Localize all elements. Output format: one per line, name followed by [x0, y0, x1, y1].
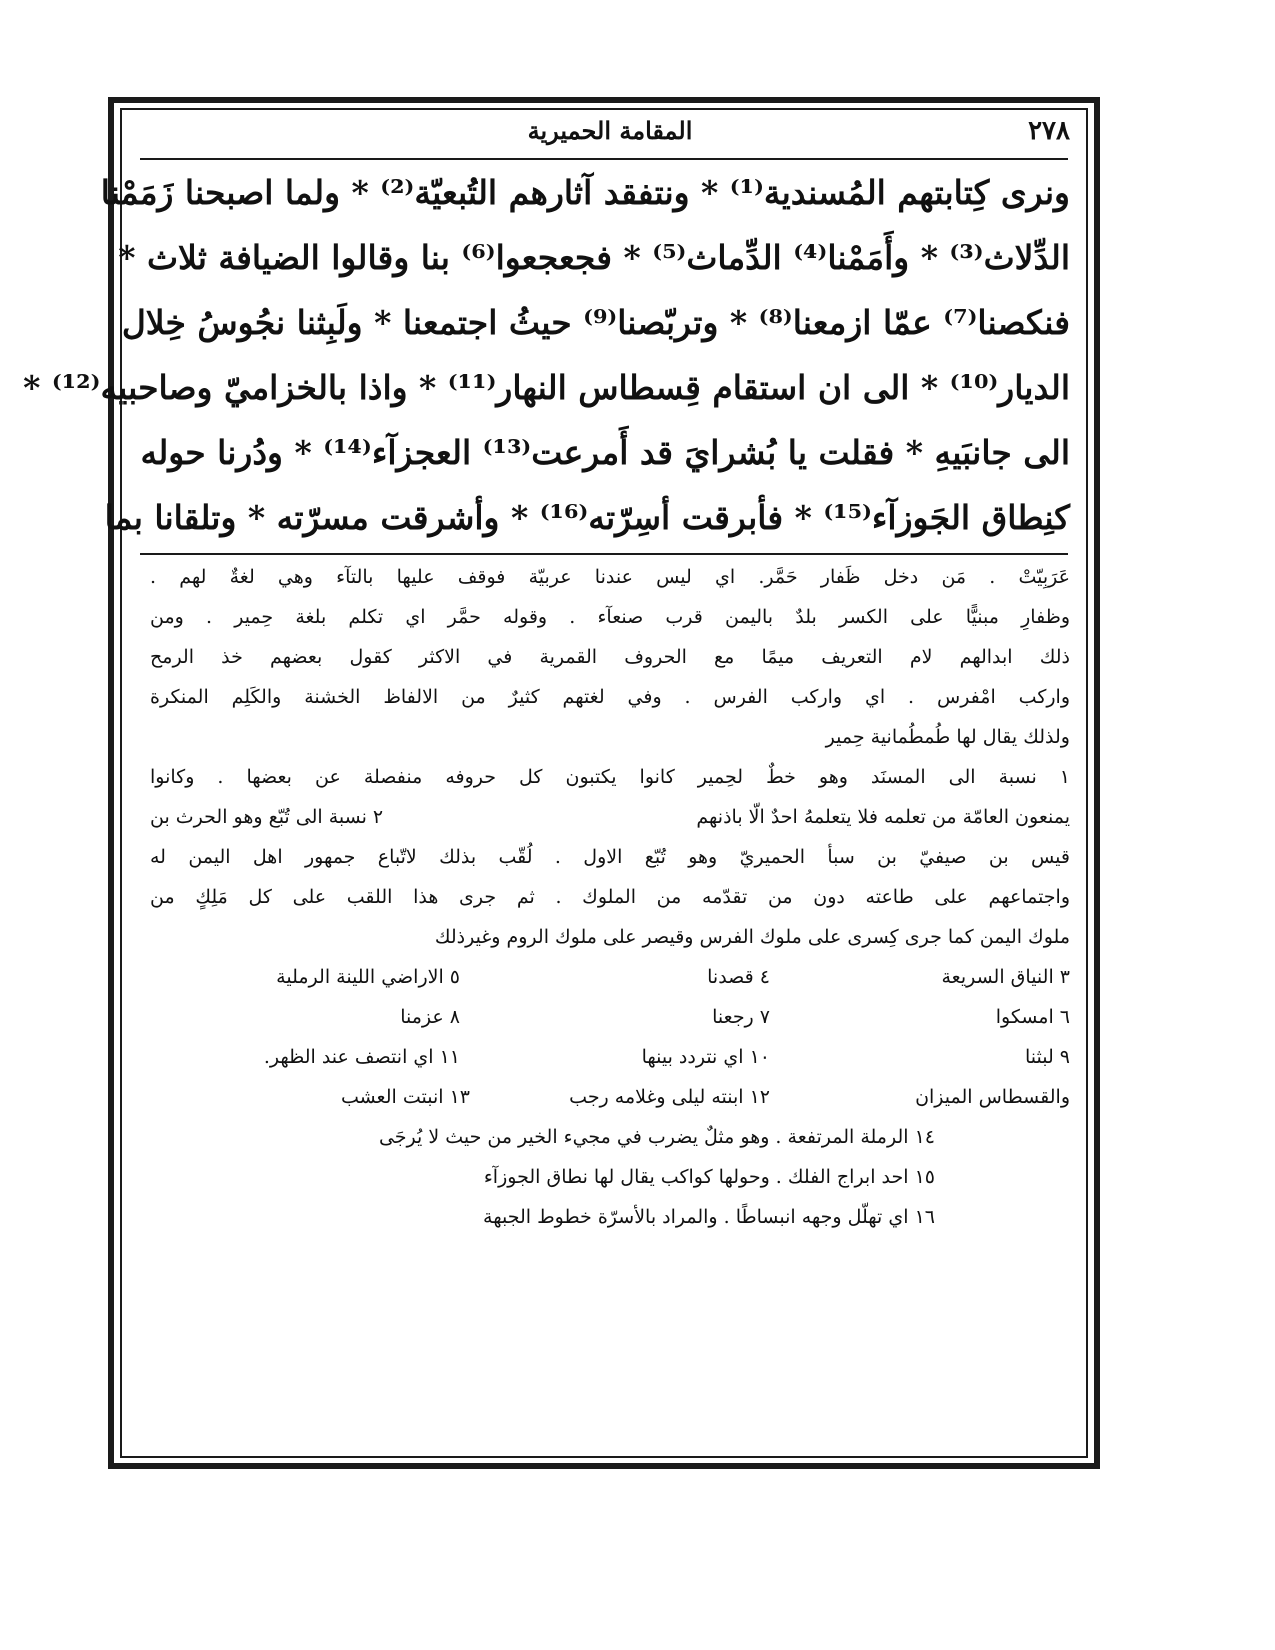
- footnotes: [150, 557, 1070, 1237]
- main-text-line: الدِّلاث⁽³⁾ * وأَمَمْنا⁽⁴⁾ الدِّماث⁽⁵⁾ * فجعجعوا⁽⁶⁾ بنا وقالوا الضيافة ثلاث *: [118, 238, 1070, 277]
- note-1-2-row: [150, 797, 1070, 837]
- notes-row-6-8: [150, 997, 1070, 1037]
- footnote-separator: [140, 553, 1068, 555]
- note-14: ١٤ الرملة المرتفعة . وهو مثلٌ يضرب في مجيء الخير من حيث لا يُرجَى: [378, 1126, 935, 1148]
- note-1-end: يمنعون العامّة من تعلمه فلا يتعلمهُ احدٌ الّا باذنهم: [696, 806, 1070, 828]
- notes-row-3-5: [150, 957, 1070, 997]
- main-text-line: ونرى كِتابتهم المُسندية⁽¹⁾ * ونتفقد آثارهم التُبعيّة⁽²⁾ * ولما اصبحنا زَمَمْنا: [100, 173, 1070, 212]
- main-text-line: الى جانبَيهِ * فقلت يا بُشرايَ قد أَمرعت⁽¹³⁾ العجزآء⁽¹⁴⁾ * ودُرنا حوله: [140, 433, 1070, 472]
- page-header: [150, 112, 1070, 152]
- note-intro-last-line: ولذلك يقال لها طُمطُمانية حِمير: [825, 726, 1070, 748]
- note-7: ٧ رجعنا: [712, 1006, 770, 1028]
- note-1-line: ١ نسبة الى المسنَد وهو خطٌ لحِمير كانوا يكتبون كل حروفه منفصلة عن بعضها . وكانوا: [150, 766, 1070, 788]
- note-16: ١٦ اي تهلّل وجهه انبساطًا . والمراد بالأسرّة خطوط الجبهة: [483, 1206, 935, 1228]
- note-12: ١٢ ابنته ليلى وغلامه رجب: [569, 1086, 770, 1108]
- note-2-start: ٢ نسبة الى تُبّع وهو الحرث بن: [150, 806, 384, 828]
- main-text-line: فنكصنا⁽⁷⁾ عمّا ازمعنا⁽⁸⁾ * وتربّصنا⁽⁹⁾ حيثُ اجتمعنا * ولَبِثنا نجُوسُ خِلال: [121, 303, 1070, 342]
- note-intro-line: ذلك ابدالهم لام التعريف ميمًا مع الحروف القمرية في الاكثر كقول بعضهم خذ الرمح: [150, 646, 1070, 668]
- main-text: [23, 160, 1070, 550]
- note-5: ٥ الاراضي اللينة الرملية: [276, 966, 460, 988]
- note-2-line: قيس بن صيفيّ بن سبأ الحميريّ وهو تُبّع الاول . لُقّب بذلك لاتّباع جمهور اهل اليمن له: [150, 846, 1070, 868]
- note-2-line: واجتماعهم على طاعته دون من تقدّمه من الملوك . ثم جرى هذا اللقب على كل مَلِكٍ من: [150, 886, 1070, 908]
- note-15: ١٥ احد ابراج الفلك . وحولها كواكب يقال لها نطاق الجوزآء: [483, 1166, 935, 1188]
- note-11-continued: والقسطاس الميزان: [915, 1086, 1070, 1108]
- note-3: ٣ النياق السريعة: [941, 966, 1070, 988]
- note-8: ٨ عزمنا: [400, 1006, 460, 1028]
- page-number: ٢٧٨: [1028, 116, 1070, 146]
- note-2-last-line: ملوك اليمن كما جرى كِسرى على ملوك الفرس وقيصر على ملوك الروم وغيرذلك: [434, 926, 1070, 948]
- note-10: ١٠ اي نتردد بينها: [641, 1046, 770, 1068]
- running-title: المقامة الحميرية: [527, 116, 693, 145]
- notes-row-9-11: [150, 1037, 1070, 1077]
- note-11: ١١ اي انتصف عند الظهر.: [263, 1046, 460, 1068]
- note-4: ٤ قصدنا: [707, 966, 770, 988]
- note-intro-line: وظفارِ مبنيًّا على الكسر بلدٌ باليمن قرب صنعآء . وقوله حمَّر اي تكلم بلغة حِمير . ومن: [150, 606, 1070, 628]
- note-9: ٩ لبثنا: [1024, 1046, 1070, 1068]
- main-text-line: الديار⁽¹⁰⁾ * الى ان استقام قِسطاس النهار⁽¹¹⁾ * واذا بالخزاميّ وصاحبيه⁽¹²⁾ *: [23, 368, 1070, 407]
- note-13: ١٣ انبتت العشب: [340, 1086, 470, 1108]
- note-intro-line: واركب امْفرس . اي واركب الفرس . وفي لغتهم كثيرٌ من الالفاظ الخشنة والكَلِم المنكرة: [150, 686, 1070, 708]
- note-6: ٦ امسكوا: [995, 1006, 1070, 1028]
- main-text-line: كنِطاق الجَوزآء⁽¹⁵⁾ * فأبرقت أسِرّته⁽¹⁶⁾ * وأشرقت مسرّته * وتلقانا بما: [104, 498, 1070, 537]
- note-intro-line: عَرَبِيّتْ . مَن دخل ظَفار حَمَّر. اي ليس عندنا عربيّة فوقف عليها بالتآء وهي لغةٌ لهم .: [150, 566, 1070, 588]
- notes-row-12-13: [150, 1077, 1070, 1117]
